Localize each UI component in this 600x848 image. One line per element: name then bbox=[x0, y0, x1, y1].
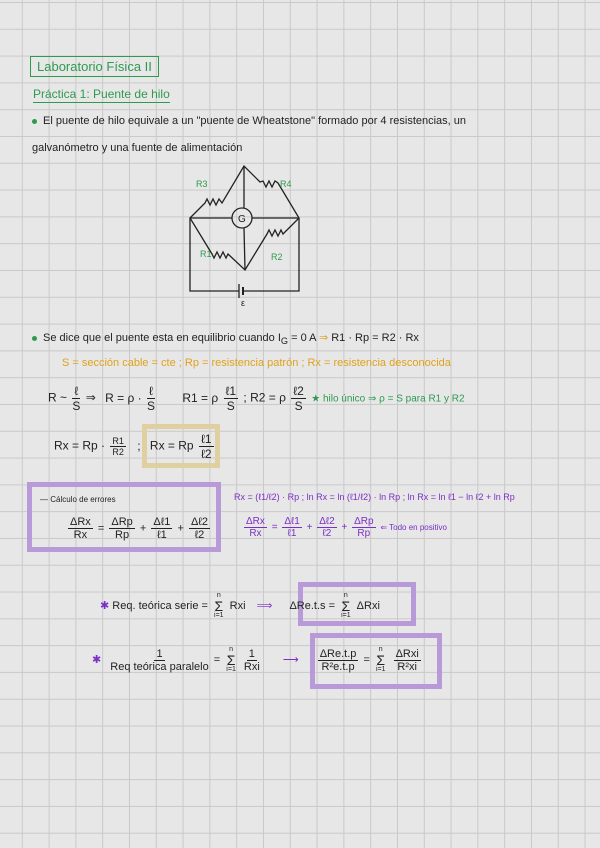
sum-bottom: i=1 bbox=[341, 612, 351, 619]
den: S bbox=[226, 399, 235, 413]
den: Rx bbox=[249, 528, 262, 539]
arrow-icon: ⟹ bbox=[256, 599, 273, 612]
den: S bbox=[294, 399, 303, 413]
separator: ; bbox=[137, 438, 141, 453]
num: ΔRe.t.p bbox=[319, 647, 357, 660]
equilibrium-text: Se dice que el puente esta en equilibrio cuando I bbox=[43, 332, 281, 344]
series-term: Rxi bbox=[229, 599, 246, 612]
fraction bbox=[110, 648, 208, 673]
summation: n Σ i=1 bbox=[214, 592, 224, 619]
implies-arrow-icon: ⇒ bbox=[85, 390, 96, 405]
num: Δℓ1 bbox=[284, 516, 300, 527]
plus: + bbox=[177, 522, 184, 535]
sum-bottom: i=1 bbox=[375, 666, 386, 673]
den: S bbox=[72, 399, 81, 413]
current-subscript: G bbox=[280, 336, 289, 347]
num: 1 bbox=[248, 647, 255, 660]
bullet-icon bbox=[32, 119, 37, 124]
den: Rp bbox=[357, 528, 371, 539]
r-equation: R = ρ · bbox=[105, 390, 142, 405]
num: ΔRp bbox=[354, 516, 374, 527]
num: R1 bbox=[112, 436, 124, 446]
section-subtitle: Práctica 1: Puente de hilo bbox=[33, 87, 170, 101]
r3-label: R3 bbox=[196, 179, 208, 189]
sum-top: n bbox=[378, 646, 383, 653]
wheatstone-circuit-diagram bbox=[180, 160, 320, 310]
r1-label: R1 bbox=[200, 249, 212, 259]
fraction bbox=[282, 516, 301, 539]
series-formula bbox=[100, 592, 380, 620]
plus: + bbox=[139, 522, 147, 535]
error-formula bbox=[66, 516, 212, 541]
summation: n Σ i=1 bbox=[341, 592, 351, 619]
star-icon: ✱ bbox=[100, 599, 110, 612]
series-lhs: Req. teórica serie = bbox=[112, 599, 208, 612]
num: ΔRx bbox=[70, 516, 91, 528]
den: R²e.t.p bbox=[321, 660, 355, 673]
den: S bbox=[146, 399, 155, 413]
num: ΔRx bbox=[246, 516, 265, 527]
star-icon: ✱ bbox=[92, 653, 102, 666]
summation: n Σ i=1 bbox=[375, 646, 386, 673]
num: ℓ1 bbox=[225, 384, 237, 398]
num: ΔRp bbox=[111, 516, 133, 528]
error-derivation bbox=[242, 516, 447, 539]
r-proportional: R ~ bbox=[48, 390, 68, 405]
num: Δℓ1 bbox=[153, 516, 171, 528]
equilibrium-value: = 0 A bbox=[288, 332, 316, 344]
resistance-formulas bbox=[48, 384, 465, 413]
log-derivation: Rx = (ℓ1/ℓ2) · Rp ; ln Rx = ln (ℓ1/ℓ2) · ln Rp ; ln Rx = ln ℓ1 − ln ℓ2 + ln Rp bbox=[234, 492, 515, 502]
den: Rxi bbox=[243, 660, 260, 673]
num: ℓ1 bbox=[200, 432, 212, 446]
r2-label: R2 bbox=[271, 252, 283, 262]
sum-bottom: i=1 bbox=[226, 666, 236, 673]
fraction bbox=[317, 516, 336, 539]
fraction bbox=[244, 648, 260, 673]
bullet-icon bbox=[32, 336, 37, 341]
fraction bbox=[244, 516, 267, 539]
fraction bbox=[291, 384, 306, 413]
den: ℓ2 bbox=[194, 529, 205, 541]
num: Δℓ2 bbox=[319, 516, 335, 527]
den: Rp bbox=[115, 529, 130, 541]
separator: ; bbox=[243, 390, 247, 405]
parallel-formula bbox=[92, 646, 423, 674]
fraction bbox=[110, 436, 126, 457]
intro-line-2: galvanómetro y una fuente de alimentación bbox=[32, 142, 243, 154]
den: Req teórica paralelo bbox=[110, 660, 209, 673]
num: ℓ bbox=[74, 384, 79, 398]
sum-bottom: i=1 bbox=[214, 612, 224, 619]
fraction bbox=[199, 432, 214, 461]
fraction bbox=[394, 648, 421, 673]
implies-arrow-icon: ⇒ bbox=[318, 332, 329, 344]
plus: + bbox=[341, 522, 348, 534]
plus: + bbox=[306, 522, 313, 534]
single-wire-note: ★ hilo único ⇒ ρ = S para R1 y R2 bbox=[311, 393, 465, 405]
series-boxed-term: ΔRxi bbox=[356, 599, 380, 612]
den: ℓ1 bbox=[157, 529, 167, 541]
equals: = bbox=[271, 522, 278, 534]
fraction bbox=[109, 516, 134, 541]
fraction bbox=[189, 516, 210, 541]
errors-heading: — Cálculo de errores bbox=[40, 495, 116, 504]
fraction bbox=[68, 516, 93, 541]
num: ΔRxi bbox=[395, 647, 419, 660]
num: ℓ2 bbox=[293, 384, 304, 398]
den: ℓ1 bbox=[287, 528, 297, 539]
intro-text: El puente de hilo equivale a un "puente de Wheatstone" formado por 4 resistencias, un bbox=[43, 115, 467, 127]
den: R2 bbox=[112, 447, 124, 457]
emf-label: ε bbox=[241, 298, 246, 308]
fraction bbox=[352, 516, 375, 539]
positive-note: ⇐ Todo en positivo bbox=[380, 523, 447, 533]
num: Δℓ2 bbox=[190, 516, 208, 528]
equilibrium-line bbox=[32, 331, 419, 346]
den: Rx bbox=[73, 529, 88, 541]
rx-lhs: Rx = Rp · bbox=[54, 438, 106, 453]
series-boxed: ΔRe.t.s = bbox=[289, 599, 335, 612]
r2-equation: R2 = ρ bbox=[250, 390, 286, 405]
fraction bbox=[147, 384, 155, 413]
num: 1 bbox=[156, 647, 163, 660]
r1-equation: R1 = ρ bbox=[182, 390, 219, 405]
sum-top: n bbox=[216, 592, 221, 599]
galvanometer-label: G bbox=[238, 214, 246, 225]
equals: = bbox=[363, 653, 370, 666]
intro-line-1 bbox=[32, 115, 466, 127]
sum-top: n bbox=[343, 592, 348, 599]
den: ℓ2 bbox=[322, 528, 332, 539]
den: R²xi bbox=[397, 660, 417, 673]
equals: = bbox=[213, 653, 221, 666]
equals: = bbox=[97, 522, 105, 535]
num: ℓ bbox=[149, 384, 153, 398]
fraction bbox=[151, 516, 172, 541]
sum-top: n bbox=[229, 646, 234, 653]
page-title: Laboratorio Física II bbox=[30, 56, 159, 77]
equilibrium-result: R1 · Rp = R2 · Rx bbox=[331, 332, 419, 344]
r4-label: R4 bbox=[280, 179, 292, 189]
summation: n Σ i=1 bbox=[226, 646, 236, 673]
arrow-icon: ⟶ bbox=[282, 653, 299, 666]
fraction bbox=[72, 384, 80, 413]
rx-formula bbox=[54, 432, 216, 461]
variable-legend: S = sección cable = cte ; Rp = resistencia patrón ; Rx = resistencia desconocida bbox=[62, 357, 451, 369]
fraction bbox=[318, 648, 359, 673]
den: ℓ2 bbox=[200, 447, 212, 461]
rx-boxed-lhs: Rx = Rp bbox=[149, 438, 194, 453]
fraction bbox=[224, 384, 239, 413]
